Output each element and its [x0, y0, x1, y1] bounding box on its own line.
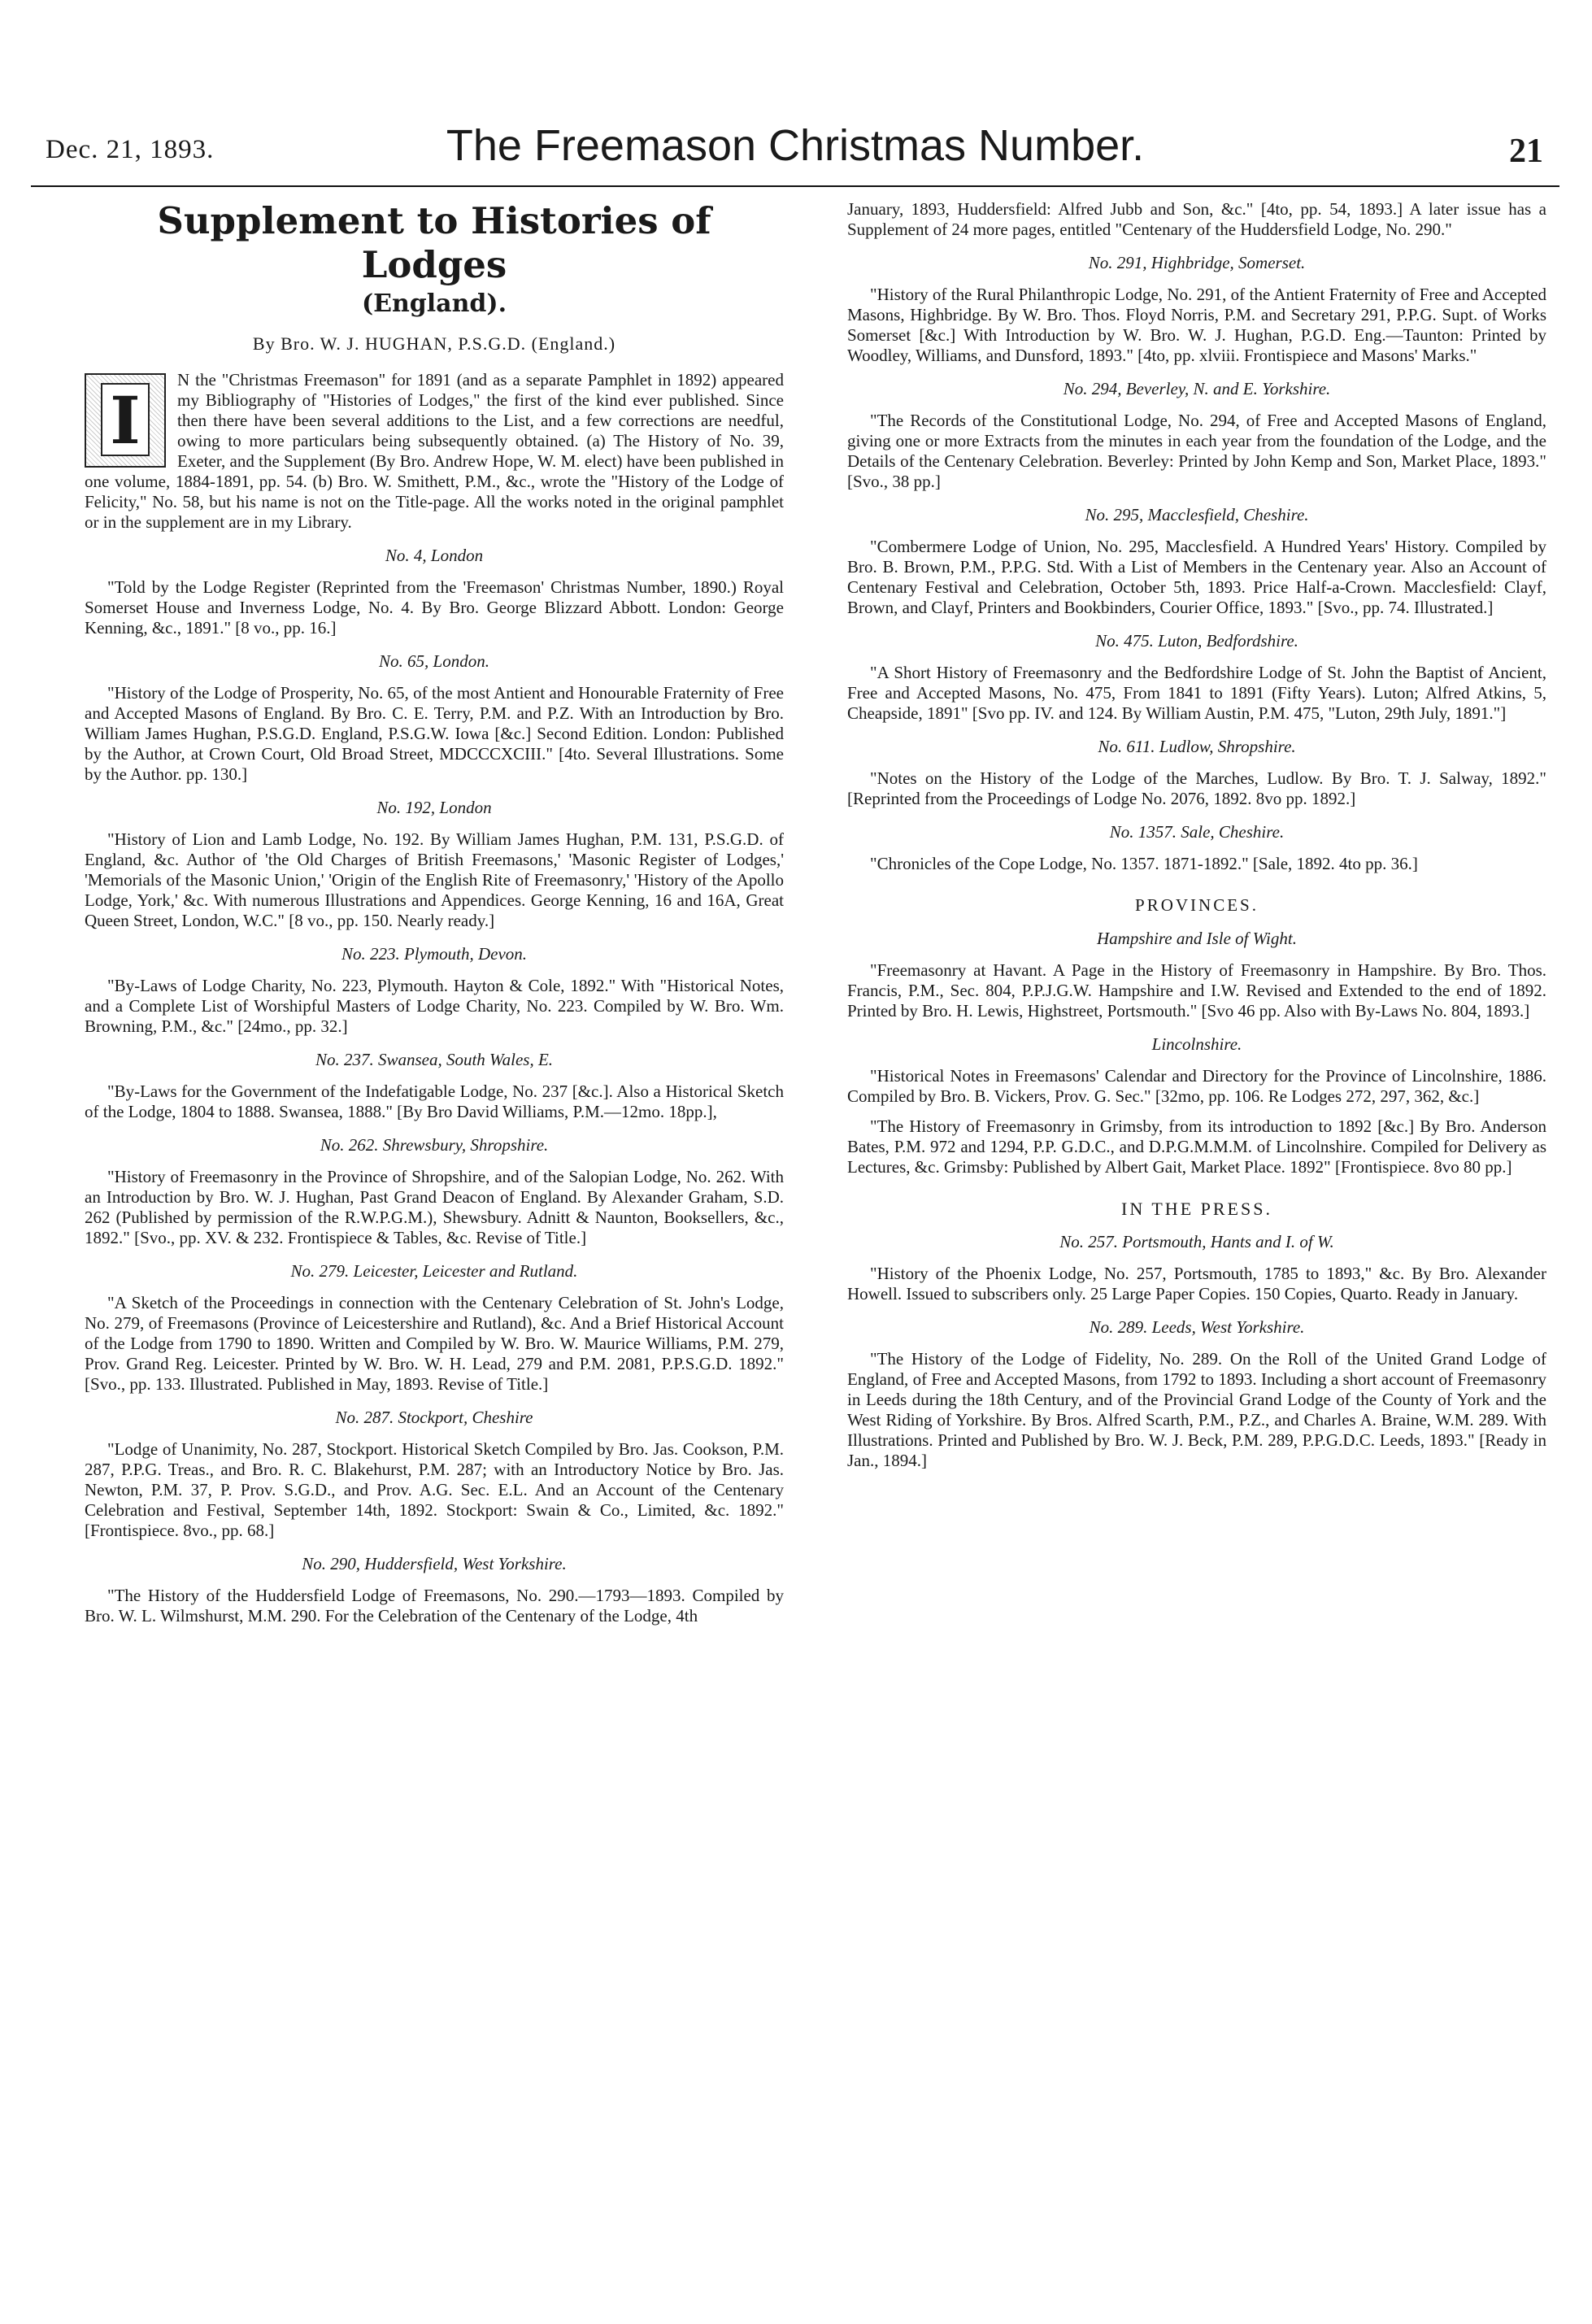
- issue-date: Dec. 21, 1893.: [46, 135, 215, 164]
- provinces-heading: PROVINCES.: [1135, 895, 1259, 915]
- entry-text: "History of the Rural Philanthropic Lodge, No. 291, of the Antient Fraternity of Free and Accepted Masons, Highbridge. By W. Bro. Thos. Floyd Norris, P.M. and Secretary 291, P.P.G. Supt. of Works Somerset [&c.] With Introduction by W. Bro. W. J. Hughan, P.G.D. Eng.—Taunton: Printed by Woodley, Williams, and Dunsford, 1893." [4to, pp. xlviii. Frontispiece and Masons' Marks.": [847, 285, 1546, 365]
- entry-heading: No. 291, Highbridge, Somerset.: [1088, 253, 1306, 272]
- page-number: 21: [1509, 133, 1543, 170]
- entry-text: "Told by the Lodge Register (Reprinted from the 'Freemason' Christmas Number, 1890.) Royal Somerset House and Inverness Lodge, No. 4. By Bro. George Blizzard Abbott. London: George Kenning, &c., 1891." [8 vo., pp. 16.]: [85, 577, 784, 638]
- article-byline: By Bro. W. J. HUGHAN, P.S.G.D. (England.): [252, 333, 616, 354]
- in-press-heading: IN THE PRESS.: [1121, 1199, 1272, 1219]
- page-header: [31, 114, 1559, 187]
- entry-heading: No. 65, London.: [379, 651, 489, 671]
- entry-text: "Notes on the History of the Lodge of the Marches, Ludlow. By Bro. T. J. Salway, 1892." [Reprinted from the Proceedings of Lodge No. 2076, 1892. 8vo pp. 1892.]: [847, 768, 1546, 808]
- entry-text: "A Short History of Freemasonry and the Bedfordshire Lodge of St. John the Baptist of Ancient, Free and Accepted Masons, No. 475, From 1841 to 1891 (Fifty Years). Luton; Alfred Atkins, 5, Cheapside, 1891" [Svo pp. IV. and 124. By William Austin, P.M. 475, "Luton, 29th July, 1891."]: [847, 663, 1546, 723]
- entry-heading: No. 192, London: [376, 798, 492, 817]
- left-column: [85, 199, 784, 1636]
- entry-text: "By-Laws for the Government of the Indefatigable Lodge, No. 237 [&c.]. Also a Historical Sketch of the Lodge, 1804 to 1888. Swansea, 1888." [By Bro David Williams, P.M.—12mo. 18pp.],: [85, 1081, 784, 1121]
- entry-text: "The History of Freemasonry in Grimsby, from its introduction to 1892 [&c.] By Bro. Anderson Bates, P.M. 972 and 1294, P.P. G.D.C., and D.P.G.M.M.M. of Lincolnshire. Compiled for Delivery as Lectures, &c. Grimsby: Published by Albert Gait, Market Place. 1892" [Frontispiece. 8vo 80 pp.]: [847, 1116, 1546, 1177]
- entry-heading: No. 475. Luton, Bedfordshire.: [1095, 631, 1298, 651]
- intro-text: N the "Christmas Freemason" for 1891 (and as a separate Pamphlet in 1892) appeared my Bibliography of "Histories of Lodges," the first of the kind ever published. Since then there have been several additions to the List, and a few corrections are needful, owing to more particulars being subsequently obtained. (a) The History of No. 39, Exeter, and the Supplement (By Bro. Andrew Hope, W. M. elect) have been published in one volume, 1884-1891, pp. 54. (b) Bro. W. Smithett, P.M., &c., wrote the "History of the Lodge of Felicity," No. 58, but his name is not on the Title-page. All the works noted in the original pamphlet or in the supplement are in my Library.: [85, 370, 784, 532]
- entry-heading: Hampshire and Isle of Wight.: [1097, 929, 1297, 948]
- dropcap-letter: I: [101, 383, 150, 456]
- entry-text: "The History of the Lodge of Fidelity, No. 289. On the Roll of the United Grand Lodge of England, of Free and Accepted Masons, from 1792 to 1893. Including a short account of Freemasonry in Leeds during the 18th Century, and of the Provincial Grand Lodge of the County of York and the West Riding of Yorkshire. By Bros. Alfred Scarth, P.M., P.Z., and Charles A. Braine, W.M. 289. With Illustrations. Printed and Published by Bro. W. J. Beck, P.M. 289, P.P.G.D.C. Leeds, 1893." [Ready in Jan., 1894.]: [847, 1349, 1546, 1470]
- entry-heading: No. 1357. Sale, Cheshire.: [1109, 822, 1285, 842]
- article-title: Supplement to Histories of Lodges: [157, 199, 711, 286]
- entry-text: "The History of the Huddersfield Lodge of Freemasons, No. 290.—1793—1893. Compiled by Bro. W. L. Wilmshurst, M.M. 290. For the Celebration of the Centenary of the Lodge, 4th: [85, 1586, 784, 1625]
- entry-text: "Historical Notes in Freemasons' Calendar and Directory for the Province of Lincolnshire, 1886. Compiled by Bro. B. Vickers, Prov. G. Sec." [32mo, pp. 106. Re Lodges 272, 297, 362, &c.]: [847, 1066, 1546, 1106]
- entry-heading: No. 290, Huddersfield, West Yorkshire.: [302, 1554, 567, 1573]
- intro-paragraph: [85, 370, 784, 533]
- publication-title: The Freemason Christmas Number.: [446, 121, 1145, 170]
- entry-text: "Lodge of Unanimity, No. 287, Stockport. Historical Sketch Compiled by Bro. Jas. Cookson, P.M. 287, P.P.G. Treas., and Bro. R. C. Blakehurst, P.M. 287; with an Introductory Notice by Bro. Jas. Newton, P.M. 37, P. Prov. S.G.D., and Prov. A.G. Sec. E.L. And an Account of the Centenary Celebration and Festival, September 14th, 1892. Stockport: Swain & Co., Limited, &c. 1892." [Frontispiece. 8vo., pp. 68.]: [85, 1439, 784, 1540]
- entry-heading: No. 279. Leicester, Leicester and Rutland.: [290, 1261, 578, 1281]
- entry-heading: Lincolnshire.: [1151, 1034, 1242, 1054]
- entry-heading: No. 289. Leeds, West Yorkshire.: [1089, 1317, 1305, 1337]
- entry-heading: No. 295, Macclesfield, Cheshire.: [1085, 505, 1309, 524]
- entry-text: "By-Laws of Lodge Charity, No. 223, Plymouth. Hayton & Cole, 1892." With "Historical Notes, and a Complete List of Worshipful Masters of Lodge Charity, No. 223. Compiled by W. Bro. Wm. Browning, P.M., &c." [24mo., pp. 32.]: [85, 976, 784, 1036]
- entry-text: "History of the Lodge of Prosperity, No. 65, of the most Antient and Honourable Fraternity of Free and Accepted Masons of England. By Bro. C. E. Terry, P.M. and P.Z. With an Introduction by Bro. William James Hughan, P.S.G.D. England, P.S.G.W. Iowa [&c.] Second Edition. London: Published by the Author, at Crown Court, Old Broad Street, MDCCCXCIII." [4to. Several Illustrations. Some by the Author. pp. 130.]: [85, 683, 784, 784]
- right-column: [847, 199, 1546, 1481]
- entry-text: "Freemasonry at Havant. A Page in the History of Freemasonry in Hampshire. By Bro. Thos. Francis, P.M., Sec. 804, P.P.J.G.W. Hampshire and I.W. Revised and Extended to the end of 1892. Printed by Bro. H. Lewis, Highstreet, Portsmouth." [Svo 46 pp. Also with By-Laws No. 804, 1893.]: [847, 960, 1546, 1021]
- continued-text: January, 1893, Huddersfield: Alfred Jubb and Son, &c." [4to, pp. 54, 1893.] A later issue has a Supplement of 24 more pages, entitled "Centenary of the Huddersfield Lodge, No. 290.": [847, 199, 1546, 239]
- entry-text: "History of Lion and Lamb Lodge, No. 192. By William James Hughan, P.M. 131, P.S.G.D. of England, &c. Author of 'the Old Charges of British Freemasons,' 'Masonic Register of Lodges,' 'Memorials of the Masonic Union,' 'Origin of the English Rite of Freemasonry,' 'History of the Apollo Lodge, York,' &c. With numerous Illustrations and Appendices. George Kenning, 16 and 16A, Great Queen Street, London, W.C." [8 vo., pp. 150. Nearly ready.]: [85, 829, 784, 930]
- entry-heading: No. 4, London: [385, 546, 484, 565]
- entry-text: "The Records of the Constitutional Lodge, No. 294, of Free and Accepted Masons of England, giving one or more Extracts from the minutes in each year from the foundation of the Lodge, and the Details of the Centenary Celebration. Beverley: Printed by John Kemp and Son, Market Place, 1893." [Svo., 38 pp.]: [847, 411, 1546, 491]
- entry-text: "A Sketch of the Proceedings in connection with the Centenary Celebration of St. John's Lodge, No. 279, of Freemasons (Province of Leicestershire and Rutland), &c. And a Brief Historical Account of the Lodge from 1790 to 1890. Written and Compiled by W. Bro. W. Maurice Williams, P.M. 279, Prov. Grand Reg. Leicester. Printed by W. Bro. W. H. Lead, 279 and P.M. 2081, P.P.S.G.D. 1892." [Svo., pp. 133. Illustrated. Published in May, 1893. Revise of Title.]: [85, 1293, 784, 1394]
- header-rule: [31, 185, 1559, 187]
- dropcap-ornament: [85, 373, 166, 468]
- entry-heading: No. 257. Portsmouth, Hants and I. of W.: [1059, 1232, 1334, 1251]
- entry-text: "History of the Phoenix Lodge, No. 257, Portsmouth, 1785 to 1893," &c. By Bro. Alexander Howell. Issued to subscribers only. 25 Large Paper Copies. 150 Copies, Quarto. Ready in January.: [847, 1264, 1546, 1303]
- entry-heading: No. 237. Swansea, South Wales, E.: [315, 1050, 554, 1069]
- article-subtitle: (England).: [361, 289, 507, 318]
- entry-heading: No. 294, Beverley, N. and E. Yorkshire.: [1063, 379, 1331, 398]
- entry-text: "History of Freemasonry in the Province of Shropshire, and of the Salopian Lodge, No. 262. With an Introduction by Bro. W. J. Hughan, Past Grand Deacon of England. By Alexander Graham, S.D. 262 (Published by permission of the R.W.P.G.M.), Shewsbury. Adnitt & Naunton, Booksellers, &c., 1892." [Svo., pp. XV. & 232. Frontispiece & Tables, &c. Revise of Title.]: [85, 1167, 784, 1247]
- entry-heading: No. 287. Stockport, Cheshire: [335, 1408, 533, 1427]
- entry-heading: No. 223. Plymouth, Devon.: [341, 944, 528, 964]
- entry-text: "Chronicles of the Cope Lodge, No. 1357. 1871-1892." [Sale, 1892. 4to pp. 36.]: [870, 854, 1418, 873]
- entry-heading: No. 611. Ludlow, Shropshire.: [1098, 737, 1296, 756]
- entry-text: "Combermere Lodge of Union, No. 295, Macclesfield. A Hundred Years' History. Compiled by Bro. B. Brown, P.M., P.P.G. Std. With a List of Members in the Centenary year. Also an Account of Centenary Festival and Celebration, October 5th, 1893. Price Half-a-Crown. Macclesfield: Clayf, Brown, and Clayf, Printers and Bookbinders, Courier Office, 1893." [Svo., pp. 74. Illustrated.]: [847, 537, 1546, 617]
- entry-heading: No. 262. Shrewsbury, Shropshire.: [320, 1135, 549, 1155]
